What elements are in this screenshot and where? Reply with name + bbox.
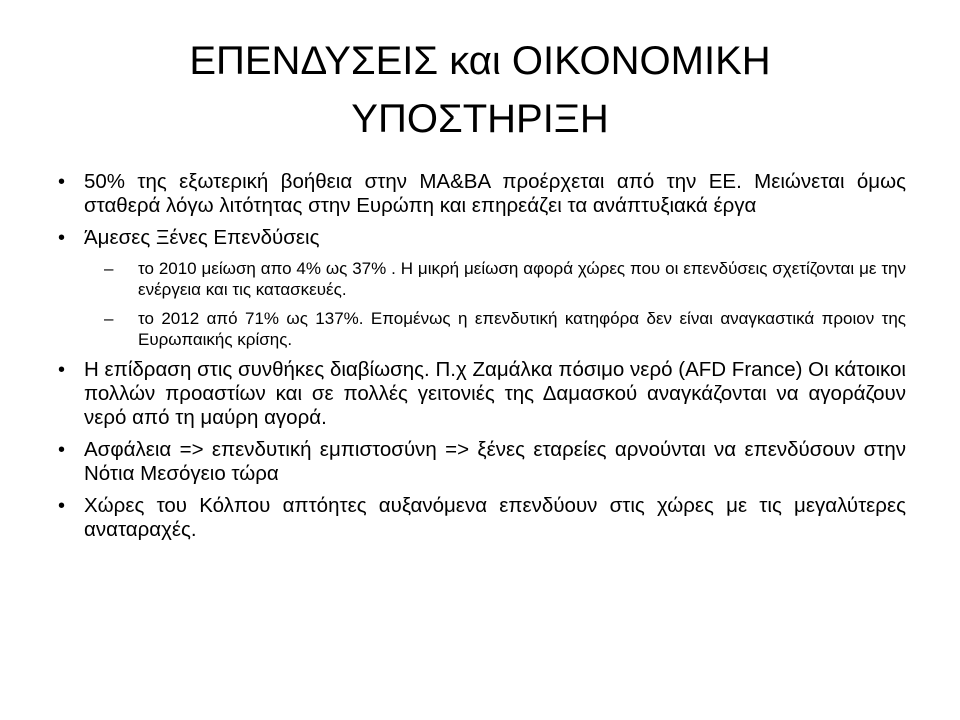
bullet-item (58, 226, 906, 250)
slide-body (58, 170, 906, 550)
bullet-marker: • (58, 227, 66, 249)
bullet-item (58, 438, 906, 486)
bullet-text: Χώρες του Κόλπου απτόητες αυξανόμενα επενδύουν στις χώρες με τις μεγαλύτερες αναταραχές. (84, 494, 906, 541)
bullet-marker: • (58, 171, 66, 193)
bullet-item (58, 358, 906, 430)
bullet-marker: • (58, 359, 66, 381)
bullet-item (58, 494, 906, 542)
sub-bullet-marker: – (104, 259, 114, 278)
bullet-item (58, 170, 906, 218)
bullet-marker: • (58, 495, 66, 517)
bullet-text: 50% της εξωτερική βοήθεια στην ΜΑ&ΒΑ προέρχεται από την ΕΕ. Μειώνεται όμως σταθερά λόγω λιτότητας στην Ευρώπη και επηρεάζει τα ανάπτυξιακά έργα (84, 170, 906, 217)
bullet-text: Ασφάλεια => επενδυτική εμπιστοσύνη => ξένες εταρείες αρνούνται να επενδύσουν στην Νότια Μεσόγειο τώρα (84, 438, 906, 485)
sub-bullet-text: το 2012 από 71% ως 137%. Επομένως η επενδυτική κατηφόρα δεν είναι αναγκαστικά προιον της Ευρωπαικής κρίσης. (138, 309, 906, 349)
slide-title-line-2: ΥΠΟΣΤΗΡΙΞΗ (351, 97, 609, 141)
slide-title-line-1: ΕΠΕΝΔΥΣΕΙΣ και ΟΙΚΟΝΟΜΙΚΗ (189, 39, 771, 83)
sub-bullet-marker: – (104, 309, 114, 328)
bullet-text: Η επίδραση στις συνθήκες διαβίωσης. Π.χ Ζαμάλκα πόσιμο νερό (AFD France) Οι κάτοικοι πολλών προαστίων και σε πολλές γειτονιές της Δαμασκού αναγκάζονται να αγοράζουν νερό από τη μαύρη αγορά. (84, 358, 906, 429)
sub-bullet-item (58, 308, 906, 350)
bullet-marker: • (58, 439, 66, 461)
slide-title (80, 32, 880, 148)
sub-bullet-item (58, 258, 906, 300)
sub-bullet-text: το 2010 μείωση απο 4% ως 37% . Η μικρή μείωση αφορά χώρες που οι επενδύσεις σχετίζονται με την ενέργεια και τις κατασκευές. (138, 259, 906, 299)
bullet-text: Άμεσες Ξένες Επενδύσεις (84, 226, 320, 249)
